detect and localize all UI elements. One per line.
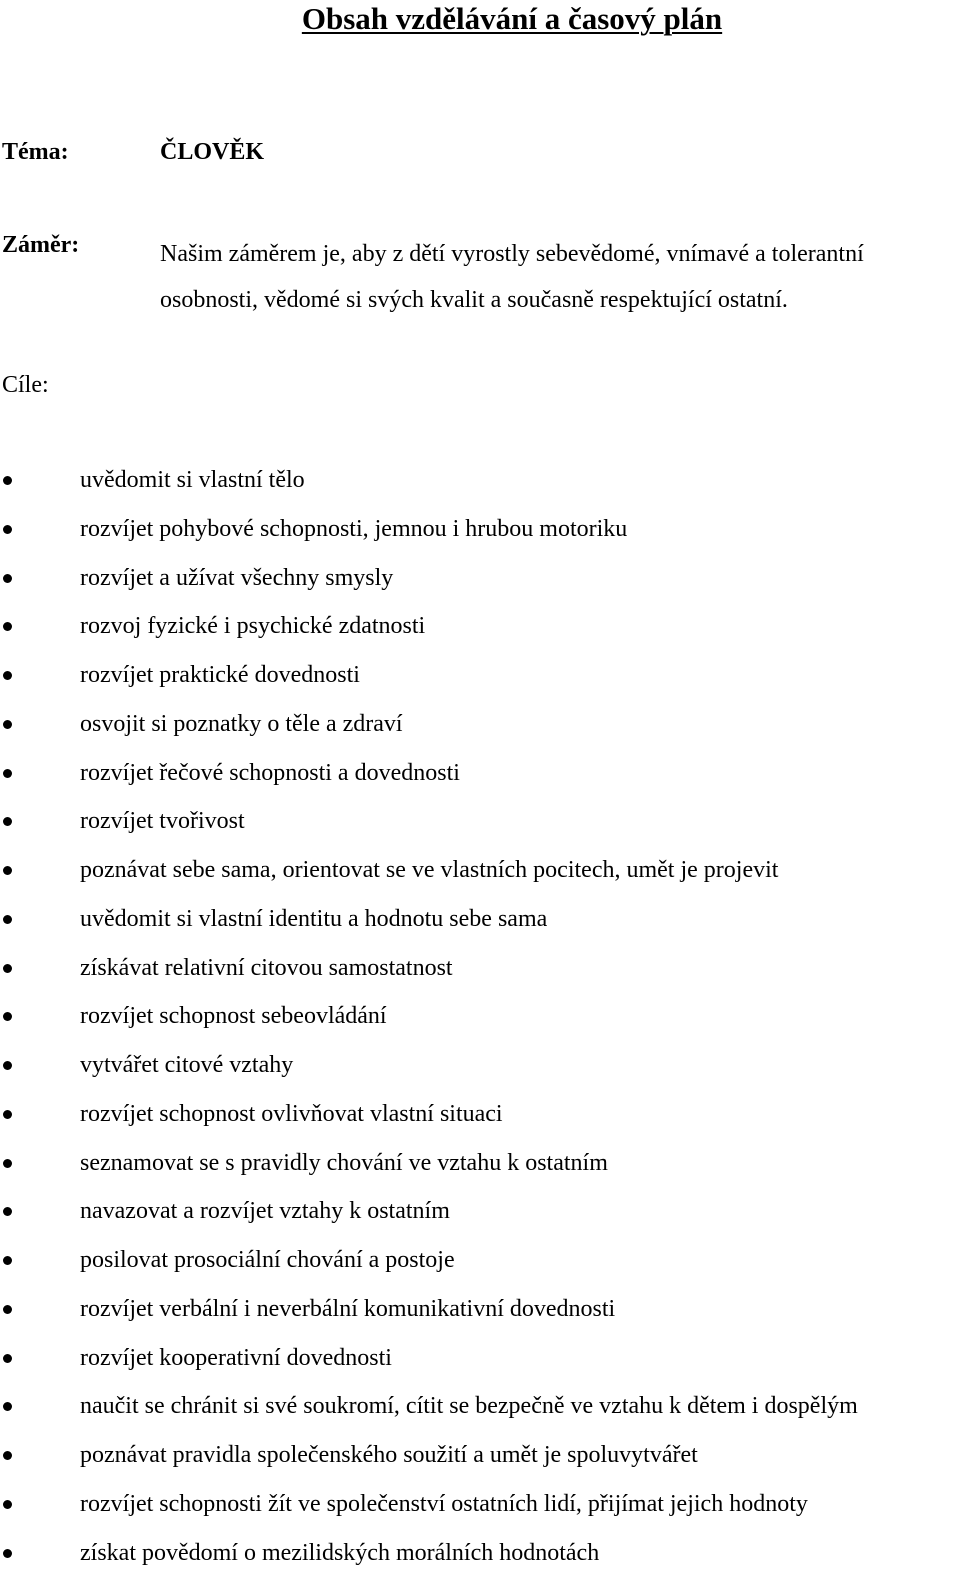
bullet-icon <box>3 525 12 534</box>
goal-text: rozvíjet kooperativní dovednosti <box>80 1344 392 1371</box>
goal-text: rozvíjet řečové schopnosti a dovednosti <box>80 759 460 786</box>
page-title: Obsah vzdělávání a časový plán <box>301 1 723 36</box>
bullet-icon <box>3 1500 12 1509</box>
bullet-icon <box>3 866 12 875</box>
goal-text: rozvíjet schopnosti žít ve společenství ostatních lidí, přijímat jejich hodnoty <box>80 1490 808 1517</box>
bullet-icon <box>3 476 12 485</box>
goal-text: poznávat pravidla společenského soužití a umět je spoluvytvářet <box>80 1442 698 1468</box>
goal-text: rozvíjet tvořivost <box>80 808 245 835</box>
goal-text: získávat relativní citovou samostatnost <box>80 954 453 981</box>
goal-text: rozvíjet pohybové schopnosti, jemnou i hrubou motoriku <box>80 515 628 542</box>
zamer-line: Našim záměrem je, aby z dětí vyrostly sebevědomé, vnímavé a tolerantní <box>160 241 864 267</box>
bullet-icon <box>3 1256 12 1265</box>
bullet-icon <box>3 1549 12 1558</box>
goal-text: naučit se chránit si své soukromí, cítit se bezpečně ve vztahu k dětem i dospělým <box>80 1393 858 1420</box>
bullet-icon <box>3 1451 12 1460</box>
bullet-icon <box>3 1110 12 1119</box>
bullet-icon <box>3 1354 12 1363</box>
bullet-icon <box>3 574 12 583</box>
goal-text: uvědomit si vlastní tělo <box>80 467 305 493</box>
goal-text: rozvíjet schopnost ovlivňovat vlastní situaci <box>80 1100 503 1127</box>
bullet-icon <box>3 1061 12 1070</box>
bullet-icon <box>3 1012 12 1021</box>
goal-text: poznávat sebe sama, orientovat se ve vlastních pocitech, umět je projevit <box>80 857 779 883</box>
goal-text: rozvíjet praktické dovednosti <box>80 662 360 688</box>
bullet-icon <box>3 671 12 680</box>
zamer-line: osobnosti, vědomé si svých kvalit a současně respektující ostatní. <box>160 287 788 313</box>
goal-text: navazovat a rozvíjet vztahy k ostatním <box>80 1198 450 1225</box>
bullet-icon <box>3 817 12 826</box>
goal-text: osvojit si poznatky o těle a zdraví <box>80 710 403 737</box>
bullet-icon <box>3 1305 12 1314</box>
bullet-icon <box>3 720 12 729</box>
bullet-icon <box>3 1402 12 1411</box>
bullet-icon <box>3 622 12 631</box>
bullet-icon <box>3 1159 12 1168</box>
zamer-label: Záměr: <box>2 232 80 258</box>
goal-text: seznamovat se s pravidly chování ve vztahu k ostatním <box>80 1149 608 1176</box>
goal-text: posilovat prosociální chování a postoje <box>80 1247 455 1273</box>
goal-text: rozvíjet a užívat všechny smysly <box>80 564 394 591</box>
goal-text: uvědomit si vlastní identitu a hodnotu sebe sama <box>80 905 548 932</box>
tema-value: ČLOVĚK <box>160 139 265 165</box>
goal-text: rozvíjet verbální i neverbální komunikativní dovednosti <box>80 1295 616 1322</box>
goal-text: získat povědomí o mezilidských morálních hodnotách <box>80 1539 600 1566</box>
goal-text: rozvoj fyzické i psychické zdatnosti <box>80 613 426 640</box>
tema-label: Téma: <box>2 139 69 165</box>
bullet-icon <box>3 964 12 973</box>
goal-text: rozvíjet schopnost sebeovládání <box>80 1003 387 1030</box>
cile-label: Cíle: <box>2 372 49 398</box>
bullet-icon <box>3 915 12 924</box>
bullet-icon <box>3 1207 12 1216</box>
goal-text: vytvářet citové vztahy <box>80 1052 294 1078</box>
bullet-icon <box>3 769 12 778</box>
zamer-text <box>160 231 960 323</box>
